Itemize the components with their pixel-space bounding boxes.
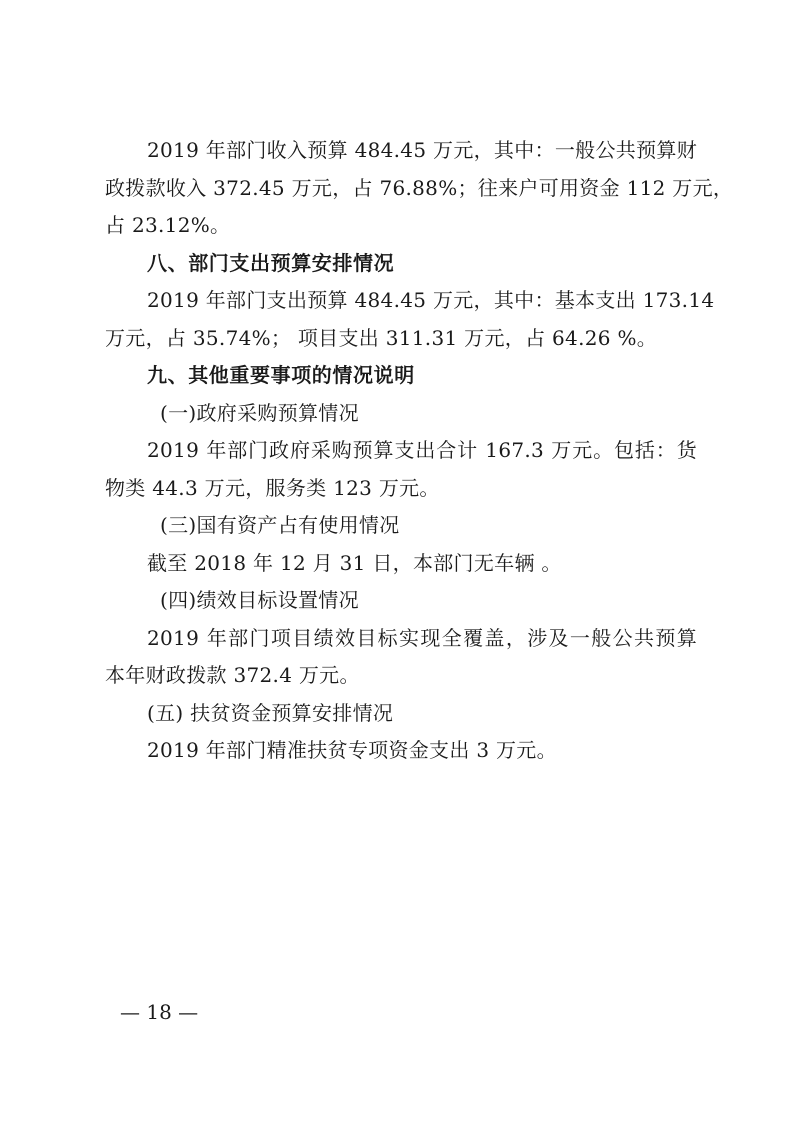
subsection-title-assets: (三)国有资产占有使用情况	[160, 513, 400, 537]
subsection-title-performance: (四)绩效目标设置情况	[160, 588, 359, 612]
income-budget-line-3: 占 23.12%。	[105, 213, 231, 237]
income-budget-line-2: 政拨款收入 372.45 万元，占 76.88%；往来户可用资金 112 万元，	[105, 175, 734, 200]
expenditure-budget-line-2: 万元，占 35.74%； 项目支出 311.31 万元，占 64.26 %。	[105, 325, 658, 350]
page-number: — 18 —	[120, 1000, 199, 1024]
performance-line-1: 2019 年部门项目绩效目标实现全覆盖，涉及一般公共预算	[147, 625, 697, 650]
income-budget-line-1: 2019 年部门收入预算 484.45 万元，其中：一般公共预算财	[147, 138, 697, 162]
subsection-title-procurement: (一)政府采购预算情况	[160, 400, 359, 425]
section-heading-9: 九、其他重要事项的情况说明	[147, 363, 415, 387]
document-body	[105, 132, 734, 770]
poverty-line-1: 2019 年部门精准扶贫专项资金支出 3 万元。	[147, 738, 557, 762]
procurement-line-2: 物类 44.3 万元，服务类 123 万元。	[105, 475, 440, 500]
subsection-title-poverty: (五) 扶贫资金预算安排情况	[147, 700, 394, 725]
assets-line-1: 截至 2018 年 12 月 31 日，本部门无车辆 。	[147, 550, 562, 575]
procurement-line-1: 2019 年部门政府采购预算支出合计 167.3 万元。包括：货	[147, 438, 697, 462]
performance-line-2: 本年财政拨款 372.4 万元。	[105, 663, 360, 687]
expenditure-budget-line-1: 2019 年部门支出预算 484.45 万元，其中：基本支出 173.14	[147, 288, 715, 312]
section-heading-8: 八、部门支出预算安排情况	[147, 250, 395, 275]
